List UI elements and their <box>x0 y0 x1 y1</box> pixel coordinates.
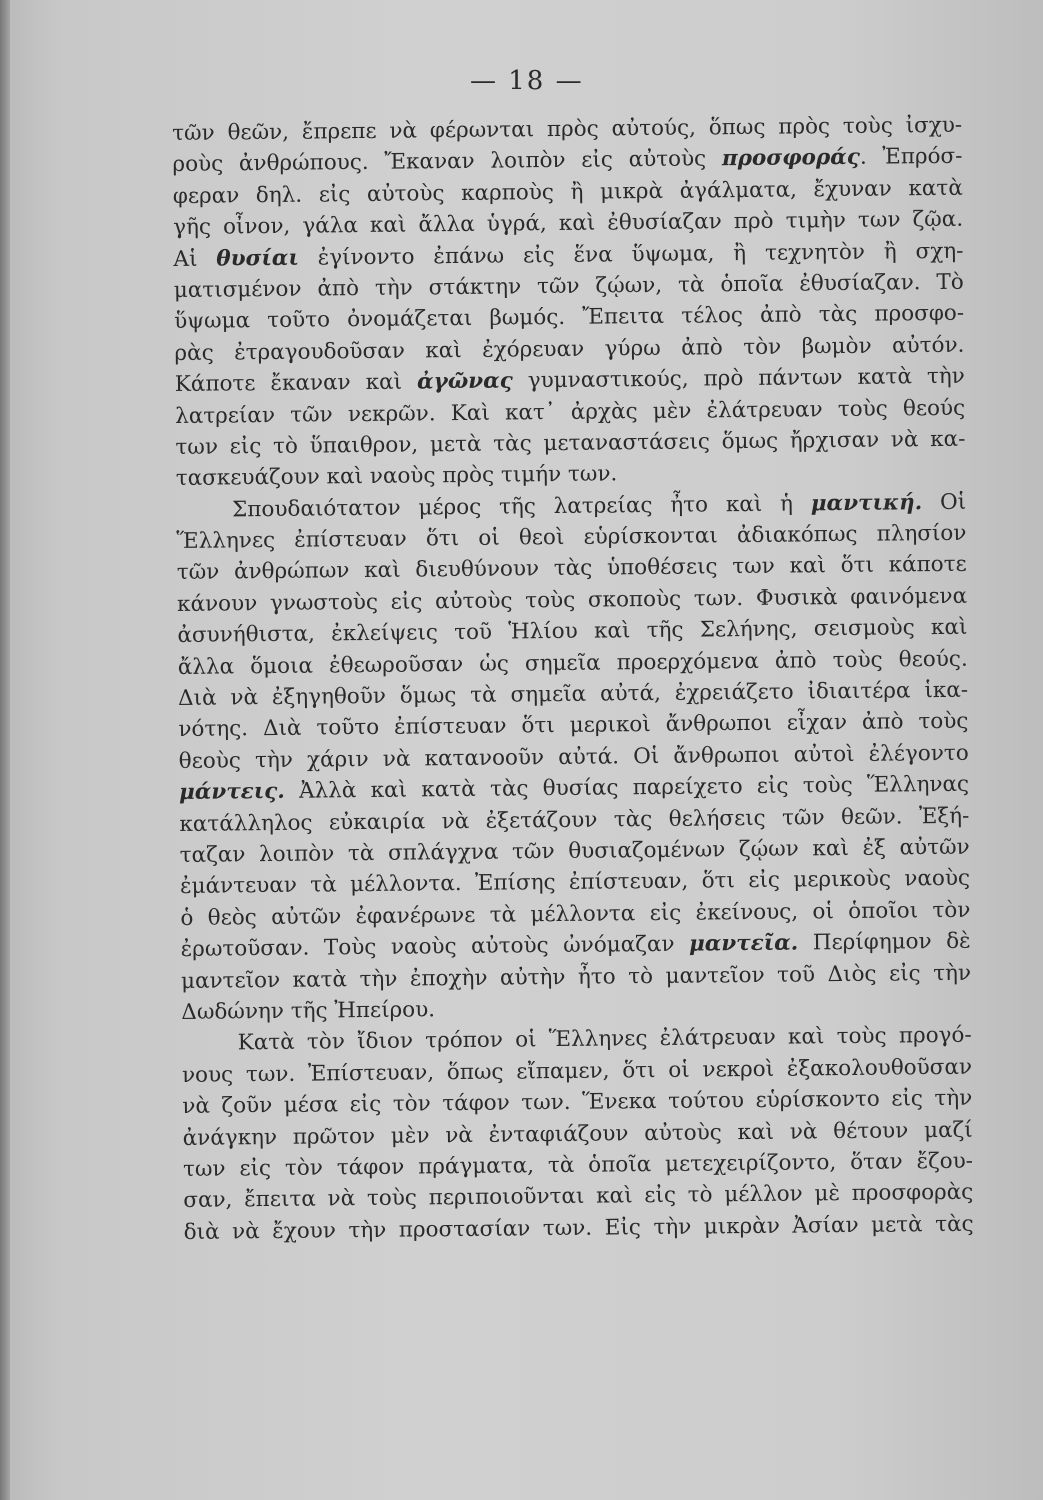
text-line: Κάποτε ἔκαναν καὶ ἀγῶνας γυμναστικούς, πρὸ πάντων κατὰ τὴν <box>174 363 965 398</box>
bold-term: μαντεῖα. <box>688 930 799 957</box>
bold-term: μάντεις. <box>178 779 285 806</box>
text-line: κάνουν γνωστοὺς εἰς αὐτοὺς τοὺς σκοποὺς των. Φυσικὰ φαινόμενα <box>176 583 968 617</box>
text-line: λατρείαν τῶν νεκρῶν. Καὶ κατ᾽ ἀρχὰς μὲν ἐλάτρευαν τοὺς θεούς <box>174 395 966 429</box>
text-line: μάντεις. Ἀλλὰ καὶ κατὰ τὰς θυσίας παρείχετο εἰς τοὺς Ἕλληνας <box>178 771 970 806</box>
text-line: τῶν ἀνθρώπων καὶ διευθύνουν τὰς ὑποθέσεις των καὶ ὅτι κάποτε <box>176 552 967 586</box>
text-line: Σπουδαιότατον μέρος τῆς λατρείας ἦτο καὶ ἡ μαντική. Οἱ <box>231 489 967 523</box>
text-line: κατάλληλος εὐκαιρία νὰ ἐξετάζουν τὰς θελήσεις τῶν θεῶν. Ἐξή- <box>179 803 970 837</box>
text-line: ρὰς ἐτραγουδοῦσαν καὶ ἐχόρευαν γύρω ἀπὸ τὸν βωμὸν αὐτόν. <box>174 332 965 366</box>
text-line: των εἰς τὸ ὕπαιθρον, μετὰ τὰς μεταναστάσεις ὅμως ἤρχισαν νὰ κα- <box>175 426 966 460</box>
text-line: ἀσυνήθιστα, ἐκλείψεις τοῦ Ἡλίου καὶ τῆς Σελήνης, σεισμοὺς καὶ <box>177 614 968 649</box>
text-line: Κατὰ τὸν ἴδιον τρόπον οἱ Ἕλληνες ἐλάτρευαν καὶ τοὺς προγό- <box>237 1023 972 1056</box>
text-line: ἐρωτοῦσαν. Τοὺς ναοὺς αὐτοὺς ὠνόμαζαν μαντεῖα. Περίφημον δὲ <box>180 928 971 963</box>
page-number: — 18 — <box>470 66 584 96</box>
text-line: τασκευάζουν καὶ ναοὺς πρὸς τιμήν των. <box>175 461 618 492</box>
text-line: τῶν θεῶν, ἔπρεπε νὰ φέρωνται πρὸς αὐτούς, ὅπως πρὸς τοὺς ἰσχυ- <box>172 112 963 146</box>
text-line: ἄλλα ὅμοια ἐθεωροῦσαν ὡς σημεῖα προερχόμενα ἀπὸ τοὺς θεούς. <box>177 646 968 680</box>
text-line: ροὺς ἀνθρώπους. Ἔκαναν λοιπὸν εἰς αὐτοὺς προσφοράς. Ἐπρόσ- <box>172 144 963 178</box>
bold-term: ἀγῶνας <box>416 368 513 395</box>
text-line: φεραν δηλ. εἰς αὐτοὺς καρποὺς ἢ μικρὰ ἀγάλματα, ἔχυναν κατὰ <box>172 175 963 209</box>
text-line: των εἰς τὸν τάφον πράγματα, τὰ ὁποῖα μετεχειρίζοντο, ὅταν ἔζου- <box>182 1148 974 1182</box>
text-line: Αἱ θυσίαι ἐγίνοντο ἐπάνω εἰς ἕνα ὕψωμα, ἢ τεχνητὸν ἢ σχη- <box>173 238 964 272</box>
text-line: νους των. Ἐπίστευαν, ὅπως εἴπαμεν, ὅτι οἱ νεκροὶ ἐξακολουθοῦσαν <box>181 1054 973 1088</box>
text-line: Δωδώνην τῆς Ἠπείρου. <box>181 997 436 1025</box>
text-line: νὰ ζοῦν μέσα εἰς τὸν τάφον των. Ἕνεκα τούτου εὑρίσκοντο εἰς τὴν <box>182 1085 973 1120</box>
text-line: σαν, ἔπειτα νὰ τοὺς περιποιοῦνται καὶ εἰς τὸ μέλλον μὲ προσφορὰς <box>183 1179 974 1214</box>
page-edge-shadow <box>0 0 10 1500</box>
bold-term: θυσίαι <box>216 245 299 272</box>
text-line: ματισμένον ἀπὸ τὴν στάκτην τῶν ζῴων, τὰ ὁποῖα ἐθυσίαζαν. Τὸ <box>173 269 964 303</box>
text-line: ὁ θεὸς αὐτῶν ἐφανέρωνε τὰ μέλλοντα εἰς ἐκείνους, οἱ ὁποῖοι τὸν <box>180 897 971 931</box>
text-line: γῆς οἶνον, γάλα καὶ ἄλλα ὑγρά, καὶ ἐθυσίαζαν πρὸ τιμὴν των ζῷα. <box>173 206 964 241</box>
bold-term: προσφοράς <box>721 145 861 172</box>
body-text <box>172 110 974 1248</box>
text-line: ὕψωμα τοῦτο ὀνομάζεται βωμός. Ἔπειτα τέλος ἀπὸ τὰς προσφο- <box>174 301 965 335</box>
text-line: διὰ νὰ ἔχουν τὴν προστασίαν των. Εἰς τὴν μικρὰν Ἀσίαν μετὰ τὰς <box>183 1211 974 1245</box>
text-line: μαντεῖον κατὰ τὴν ἐποχὴν αὐτὴν ἦτο τὸ μαντεῖον τοῦ Διὸς εἰς τὴν <box>180 960 972 994</box>
text-line: Διὰ νὰ ἐξηγηθοῦν ὅμως τὰ σημεῖα αὐτά, ἐχρειάζετο ἰδιαιτέρα ἱκα- <box>177 677 969 711</box>
text-line: ἀνάγκην πρῶτον μὲν νὰ ἐνταφιάζουν αὐτοὺς καὶ νὰ θέτουν μαζί <box>182 1117 973 1151</box>
text-line: ἐμάντευαν τὰ μέλλοντα. Ἐπίσης ἐπίστευαν, ὅτι εἰς μερικοὺς ναοὺς <box>179 866 971 900</box>
text-line: νότης. Διὰ τοῦτο ἐπίστευαν ὅτι μερικοὶ ἄνθρωποι εἶχαν ἀπὸ τοὺς <box>178 709 969 743</box>
text-line: ταζαν λοιπὸν τὰ σπλάγχνα τῶν θυσιαζομένων ζῴων καὶ ἐξ αὐτῶν <box>179 834 970 868</box>
bold-term: μαντική. <box>810 489 923 517</box>
text-line: Ἕλληνες ἐπίστευαν ὅτι οἱ θεοὶ εὑρίσκονται ἀδιακόπως πλησίον <box>176 520 967 555</box>
text-line: θεοὺς τὴν χάριν νὰ κατανοοῦν αὐτά. Οἱ ἄνθρωποι αὐτοὶ ἐλέγοντο <box>178 740 969 774</box>
